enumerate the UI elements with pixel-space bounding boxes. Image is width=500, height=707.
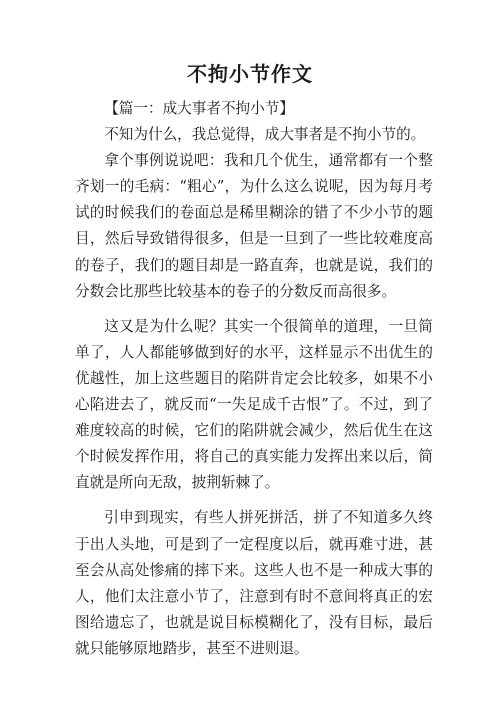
section-heading: 【篇一：成大事者不拘小节】 [104,100,294,117]
document-title: 不拘小节作文 [187,62,313,86]
document-body [75,96,433,662]
paragraph-2: 拿个事例说说吧：我和几个优生，通常都有一个整齐划一的毛病：“粗心”，为什么这么说呢，因为每月考试的时候我们的卷面总是稀里糊涂的错了不少小节的题目，然后导致错得很多，但是一旦到了一些比较难度高的卷子，我们的题目却是一路直奔，也就是说，我们的分数会比那些比较基本的卷子的分数反而高很多。 [75,152,433,300]
paragraph-3: 这又是为什么呢？其实一个很简单的道理，一旦简单了，人人都能够做到好的水平，这样显示不出优生的优越性，加上这些题目的陷阱肯定会比较多，如果不小心陷进去了，就反而“一失足成千古恨”了。不过，到了难度较高的时候，它们的陷阱就会减少，然后优生在这个时候发挥作用，将自己的真实能力发挥出来以后，简直就是所向无敌，披荆斩棘了。 [75,317,433,492]
paragraph-4: 引申到现实，有些人拼死拼活，拼了不知道多久终于出人头地，可是到了一定程度以后，就再难寸进，甚至会从高处惨痛的摔下来。这些人也不是一种成大事的人，他们太注意小节了，注意到有时不意间将真正的宏图给遗忘了，也就是说目标模糊化了，没有目标，最后就只能够原地踏步，甚至不进则退。 [75,509,433,657]
paragraph-1: 不知为什么，我总觉得，成大事者是不拘小节的。 [104,126,426,144]
